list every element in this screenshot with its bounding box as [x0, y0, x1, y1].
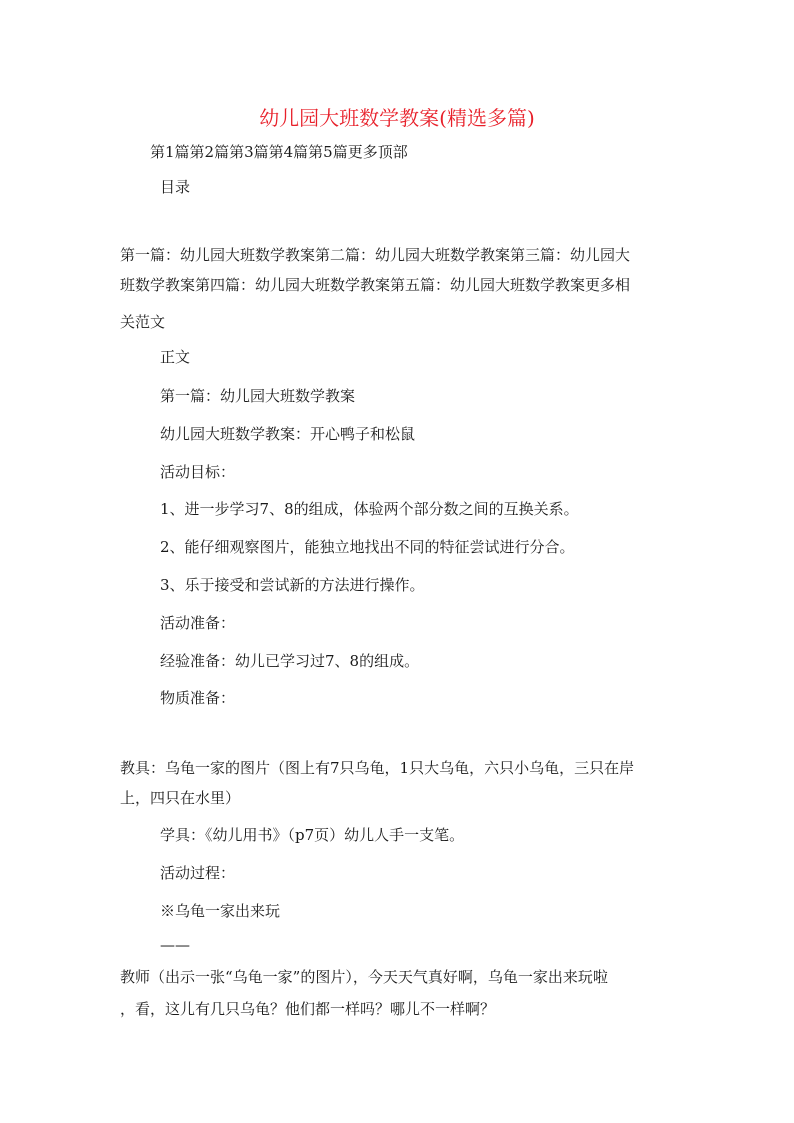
section-title: 第一篇：幼儿园大班数学教案 [160, 387, 356, 405]
teacher-line: 教师（出示一张“乌龟一家”的图片），今天天气真好啊，乌龟一家出来玩啦 [120, 968, 608, 986]
goal-item: 2、能仔细观察图片，能独立地找出不同的特征尝试进行分合。 [160, 538, 575, 556]
toc-line: 班数学教案第四篇：幼儿园大班数学教案第五篇：幼儿园大班数学教案更多相 [120, 276, 631, 294]
toc-heading: 目录 [160, 178, 191, 196]
nav-links[interactable]: 第1篇第2篇第3篇第4篇第5篇更多顶部 [150, 143, 408, 161]
goals-label: 活动目标： [160, 463, 236, 481]
document-title: 幼儿园大班数学教案(精选多篇) [259, 106, 535, 130]
body-heading: 正文 [160, 348, 191, 366]
teaching-aid-line: 上，四只在水里） [120, 789, 241, 807]
goal-item: 3、乐于接受和尝试新的方法进行操作。 [160, 576, 425, 594]
lesson-title: 幼儿园大班数学教案：开心鸭子和松鼠 [160, 425, 416, 443]
toc-line: 第一篇：幼儿园大班数学教案第二篇：幼儿园大班数学教案第三篇：幼儿园大 [120, 246, 631, 264]
teacher-line: ，看，这儿有几只乌龟？他们都一样吗？哪儿不一样啊？ [120, 1000, 496, 1018]
process-label: 活动过程： [160, 864, 236, 882]
prep-material: 物质准备： [160, 689, 236, 707]
teaching-aid-line: 教具：乌龟一家的图片（图上有7只乌龟，1只大乌龟，六只小乌龟，三只在岸 [120, 759, 635, 777]
prep-label: 活动准备： [160, 614, 236, 632]
goal-item: 1、进一步学习7、8的组成，体验两个部分数之间的互换关系。 [160, 500, 579, 518]
student-aid: 学具：《幼儿用书》（p7页）幼儿人手一支笔。 [160, 826, 465, 844]
dash-separator: —— [160, 936, 190, 954]
prep-experience: 经验准备：幼儿已学习过7、8的组成。 [160, 652, 420, 670]
toc-line: 关范文 [120, 313, 166, 331]
step-one: ※乌龟一家出来玩 [160, 902, 281, 920]
